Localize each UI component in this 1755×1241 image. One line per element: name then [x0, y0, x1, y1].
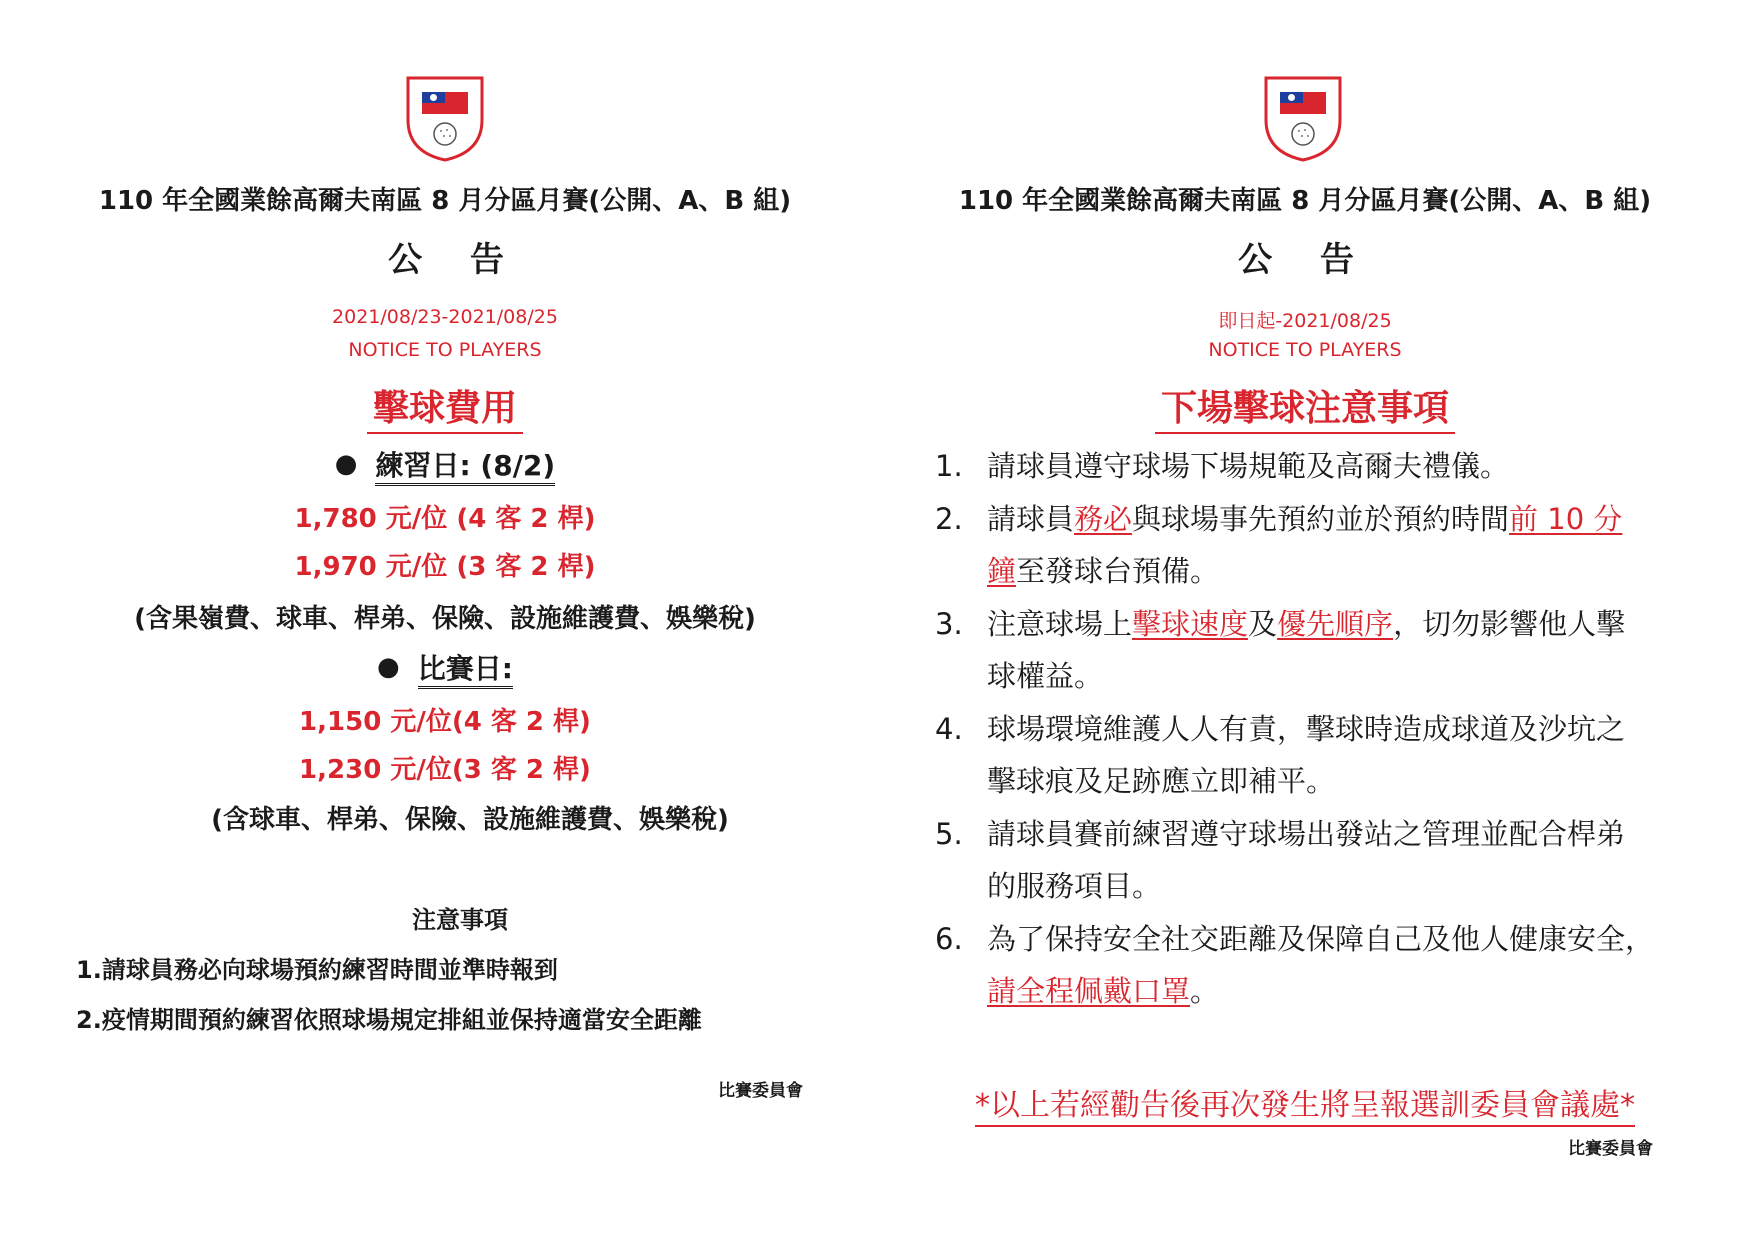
right-logo — [1262, 72, 1344, 166]
rule-item-4 — [935, 703, 1705, 807]
garoc-emblem-icon — [1262, 72, 1344, 162]
rule-text: 為了保持安全社交距離及保障自己及他人健康安全， — [987, 922, 1655, 956]
note-line-1: 1.請球員務必向球場預約練習時間並準時報到 — [76, 956, 558, 984]
practice-includes: (含果嶺費、球車、桿弟、保險、設施維護費、娛樂稅) — [134, 604, 756, 634]
rule-text: 。 — [1190, 974, 1220, 1008]
rule-number: 3. — [935, 607, 963, 641]
left-announce: 公 告 — [388, 240, 522, 280]
practice-price-1: 1,780 元/位 (4 客 2 桿) — [294, 504, 596, 534]
right-announce: 公 告 — [1238, 240, 1372, 280]
match-price-1: 1,150 元/位(4 客 2 桿) — [299, 707, 591, 737]
rule-text: 注意球場上 — [987, 607, 1133, 641]
rule-text: 請球員遵守球場下場規範及高爾夫禮儀。 — [987, 449, 1510, 483]
garoc-emblem-icon — [404, 72, 486, 162]
rule-text: ，切勿影響他人擊 — [1393, 607, 1626, 641]
rule-text: 請球員賽前練習遵守球場出發站之管理並配合桿弟 — [987, 817, 1626, 851]
rule-highlight: 請全程佩戴口罩 — [987, 974, 1191, 1008]
rule-number: 6. — [935, 922, 963, 956]
match-day-label-row — [40, 647, 850, 687]
bullet-icon: ● — [377, 652, 400, 682]
practice-price-2: 1,970 元/位 (3 客 2 桿) — [294, 552, 596, 582]
left-title: 110 年全國業餘高爾夫南區 8 月分區月賽(公開、A、B 組) — [98, 186, 792, 216]
rule-item-1 — [935, 440, 1705, 492]
rule-text: 至發球台預備。 — [1016, 554, 1220, 588]
right-signature: 比賽委員會 — [1568, 1139, 1653, 1159]
rule-text: 球權益。 — [987, 659, 1104, 693]
rule-item-6 — [935, 913, 1705, 1017]
rule-number: 2. — [935, 502, 963, 536]
match-day-label: 比賽日: — [418, 652, 513, 689]
rule-item-2 — [935, 493, 1705, 597]
rule-highlight: 務必 — [1074, 502, 1133, 536]
rule-text: 與球場事先預約並於預約時間 — [1132, 502, 1510, 536]
rule-text: 及 — [1248, 607, 1278, 641]
rule-number: 4. — [935, 712, 963, 746]
left-heading: 擊球費用 — [367, 388, 523, 434]
rule-highlight: 前 10 分 — [1509, 502, 1623, 536]
rule-number: 1. — [935, 449, 963, 483]
rule-text: 請球員 — [987, 502, 1075, 536]
match-includes: (含球車、桿弟、保險、設施維護費、娛樂稅) — [211, 805, 729, 835]
right-title: 110 年全國業餘高爾夫南區 8 月分區月賽(公開、A、B 組) — [958, 186, 1652, 216]
practice-day-label: 練習日: (8/2) — [375, 449, 555, 486]
footer-warning: *以上若經勸告後再次發生將呈報選訓委員會議處* — [975, 1088, 1635, 1127]
bullet-icon: ● — [334, 449, 358, 479]
rule-text: 球場環境維護人人有責，擊球時造成球道及沙坑之 — [987, 712, 1626, 746]
rule-highlight: 優先順序 — [1277, 607, 1394, 641]
match-price-2: 1,230 元/位(3 客 2 桿) — [299, 755, 591, 785]
notes-title: 注意事項 — [412, 906, 508, 934]
rule-highlight: 擊球速度 — [1132, 607, 1249, 641]
right-heading: 下場擊球注意事項 — [1155, 388, 1455, 434]
right-notice: NOTICE TO PLAYERS — [1208, 339, 1402, 361]
rule-item-5 — [935, 808, 1705, 912]
rule-number: 5. — [935, 817, 963, 851]
practice-day-label-row — [40, 444, 850, 484]
rule-text: 擊球痕及足跡應立即補平。 — [987, 764, 1336, 798]
left-date: 2021/08/23-2021/08/25 — [332, 306, 558, 328]
note-line-2: 2.疫情期間預約練習依照球場規定排組並保持適當安全距離 — [76, 1006, 702, 1034]
rule-item-3 — [935, 598, 1705, 702]
rule-highlight: 鐘 — [987, 554, 1017, 588]
rule-text: 的服務項目。 — [987, 869, 1162, 903]
left-notice: NOTICE TO PLAYERS — [348, 339, 542, 361]
right-date: 即日起-2021/08/25 — [1218, 310, 1392, 332]
left-signature: 比賽委員會 — [718, 1081, 803, 1101]
left-logo — [404, 72, 486, 166]
